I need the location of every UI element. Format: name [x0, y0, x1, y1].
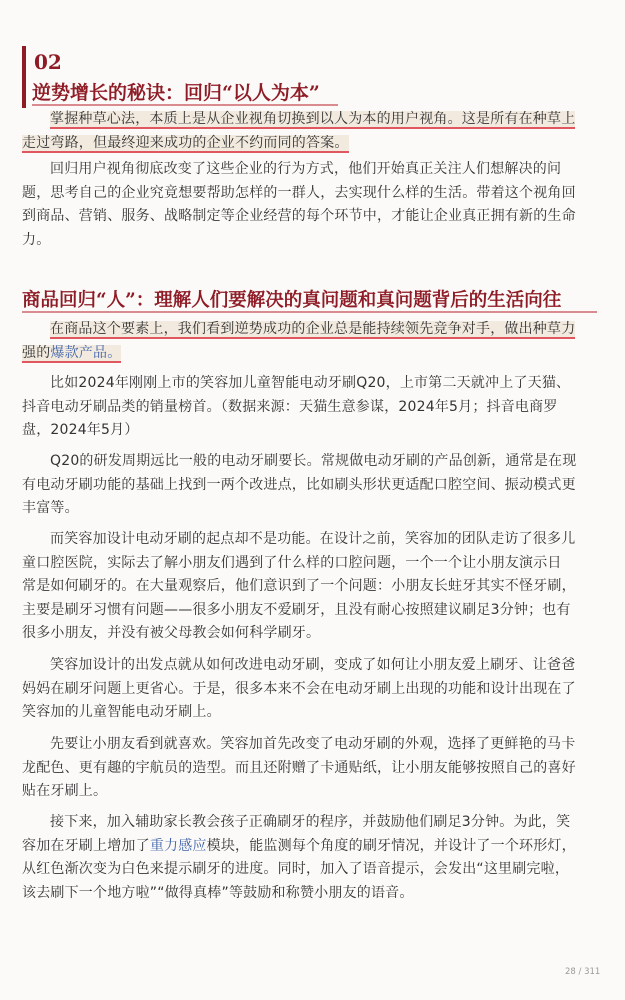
paragraph-line: 容加在牙刷上增加了 [22, 837, 150, 854]
paragraph-line: 到商品、营销、服务、战略制定等企业经营的每个环节中，才能让企业真正拥有新的生命 [22, 208, 576, 224]
paragraph-line: 而笑容加设计电动牙刷的起点却不是功能。在设计之前，笑容加的团队走访了很多儿 [50, 531, 576, 547]
paragraph-line: 接下来，加入辅助家长教会孩子正确刷牙的程序，并鼓励他们刷足3分钟。为此，笑 [50, 814, 571, 830]
paragraph-line: 盘，2024年5月） [22, 422, 139, 438]
paragraph-commodity [22, 318, 607, 365]
paragraph-line: 丰富等。 [22, 500, 79, 516]
paragraph-line: 力。 [22, 231, 51, 248]
section-title-underline [32, 104, 338, 106]
paragraph-q20-dev [22, 450, 607, 521]
paragraph-line: 常是如何刷牙的。在大量观察后，他们意识到了一个问题：小朋友长蛀牙其实不怪牙刷， [22, 578, 576, 594]
paragraph-appearance [22, 733, 607, 804]
highlight-line: 在商品这个要素上，我们看到逆势成功的企业总是能持续领先竞争对手，做出种草力 [50, 321, 576, 337]
paragraph-line: 比如2024年刚刚上市的笑容加儿童智能电动牙刷Q20，上市第二天就冲上了天猫、 [50, 375, 571, 391]
paragraph-line: 贴在牙刷上。 [22, 783, 108, 799]
paragraph-line: 主要是刷牙习惯有问题——很多小朋友不爱刷牙，且没有耐心按照建议刷足3分钟；也有 [22, 601, 571, 618]
subsection-title-underline [22, 311, 597, 313]
paragraph-line: 很多小朋友，并没有被父母教会如何科学刷牙。 [22, 625, 321, 641]
highlight-line: 强的 [22, 344, 51, 361]
hot-product-link[interactable]: 爆款产品。 [50, 344, 122, 361]
paragraph-line: 妈妈在刷牙问题上更省心。于是，很多本来不会在电动牙刷上出现的功能和设计出现在了 [22, 680, 576, 697]
intro-paragraph [22, 108, 607, 155]
paragraph-line: 抖音电动牙刷品类的销量榜首。（数据来源：天猫生意参谋，2024年5月；抖音电商罗 [22, 398, 558, 415]
paragraph-line: 笑容加设计的出发点就从如何改进电动牙刷，变成了如何让小朋友爱上刷牙、让爸爸 [50, 657, 576, 673]
paragraph-line: 该去刷下一个地方啦”“做得真棒”等鼓励和称赞小朋友的语音。 [22, 884, 414, 901]
paragraph-line: 笑容加的儿童智能电动牙刷上。 [22, 704, 221, 720]
paragraph-line: Q20的研发周期远比一般的电动牙刷要长。常规做电动牙刷的产品创新，通常是在现 [50, 453, 577, 469]
subsection-title: 商品回归“人”：理解人们要解决的真问题和真问题背后的生活向往 [22, 290, 562, 311]
paragraph-line: 龙配色、更有趣的宇航员的造型。而且还附赠了卡通贴纸，让小朋友能够按照自己的喜好 [22, 759, 576, 776]
paragraph-design-goal [22, 654, 607, 725]
paragraph-design-start [22, 528, 607, 646]
paragraph-line: 模块，能监测每个角度的刷牙情况，并设计了一个环形灯， [206, 837, 576, 854]
section-accent-bar [22, 46, 26, 108]
paragraph-features [22, 811, 607, 905]
page-number: 28 / 311 [565, 967, 601, 977]
paragraph-line: 童口腔医院，实际去了解小朋友们遇到了什么样的口腔问题，一个一个让小朋友演示日 [22, 554, 562, 571]
paragraph-line: 题，思考自己的企业究竟想要帮助怎样的一群人，去实现什么样的生活。带着这个视角回 [22, 184, 576, 201]
intro-line-1: 掌握种草心法，本质上是从企业视角切换到以人为本的用户视角。这是所有在种草上 [50, 111, 576, 127]
gravity-sensor-link[interactable]: 重力感应 [149, 837, 207, 854]
intro-line-2: 走过弯路，但最终迎来成功的企业不约而同的答案。 [22, 134, 349, 151]
paragraph-line: 从红色渐次变为白色来提示刷牙的进度。同时，加入了语音提示，会发出“这里刷完啦， [22, 861, 570, 877]
paragraph-q20-launch [22, 372, 607, 443]
paragraph-line: 有电动牙刷功能的基础上找到一两个改进点，比如刷头形状更适配口腔空间、振动模式更 [22, 476, 576, 493]
paragraph-user-perspective [22, 158, 607, 252]
paragraph-line: 回归用户视角彻底改变了这些企业的行为方式，他们开始真正关注人们想解决的问 [50, 161, 562, 177]
paragraph-line: 先要让小朋友看到就喜欢。笑容加首先改变了电动牙刷的外观，选择了更鲜艳的马卡 [50, 736, 576, 752]
section-title: 逆势增长的秘诀：回归“以人为本” [32, 82, 320, 104]
section-number: 02 [34, 50, 62, 74]
